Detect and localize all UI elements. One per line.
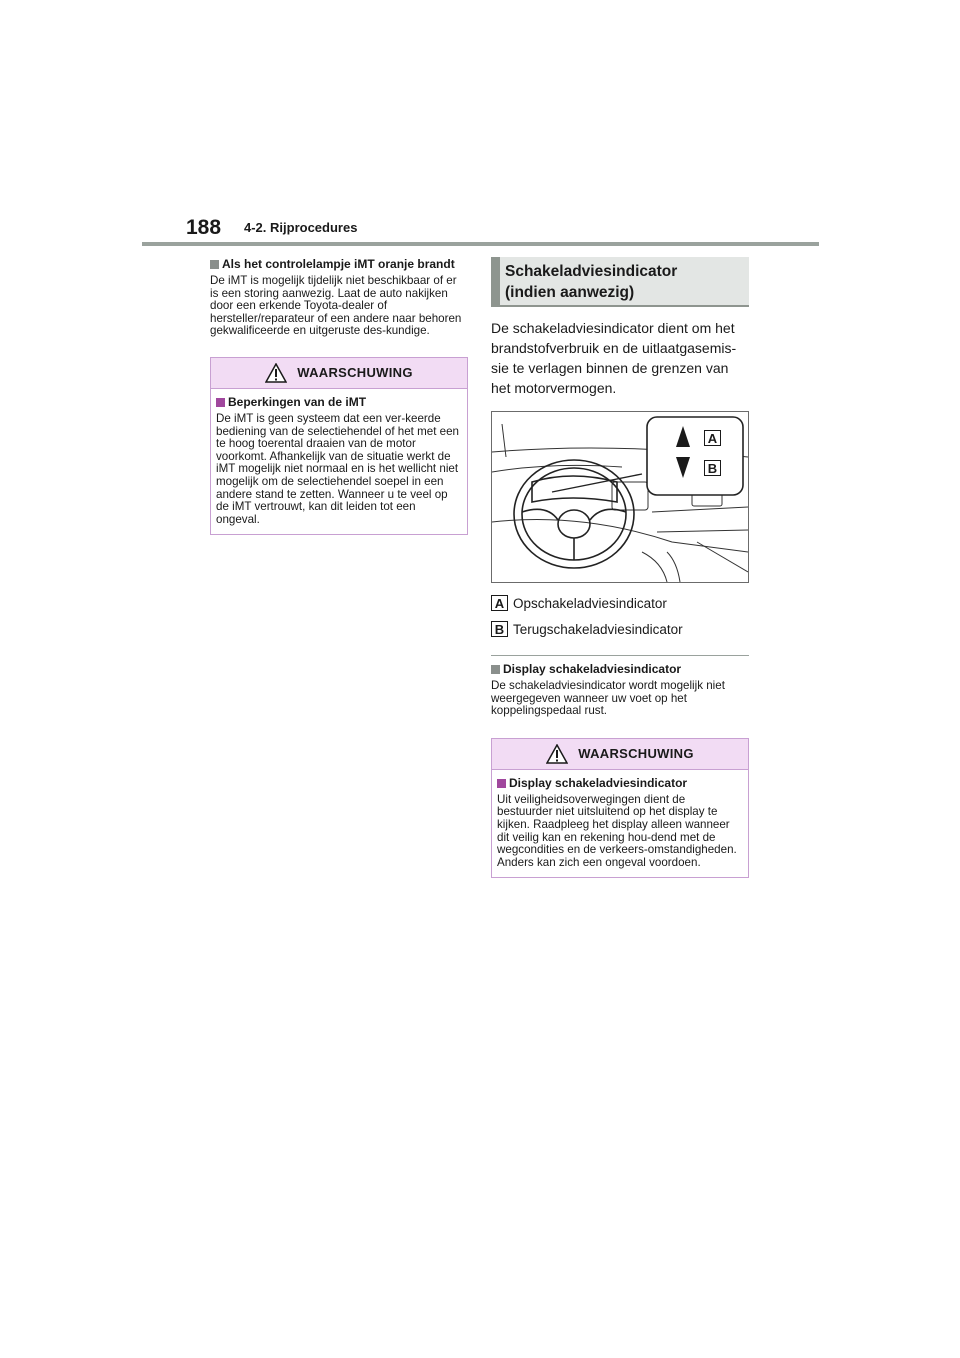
legend-letter: A [491, 595, 508, 611]
warning-box [210, 357, 468, 535]
warning-text: Uit veiligheidsoverwegingen dient de bestuurder niet uitsluitend op het display te kijken. Raadpleeg het display alleen wanneer dit veilig kan en rekening hou-dend met de wegcondities en de verkeers-omstandigheden. Anders kan zich een ongeval voordoen. [497, 792, 737, 869]
section-heading-box [491, 257, 749, 307]
warning-header [492, 739, 748, 770]
body-text: De schakeladviesindicator wordt mogelijk niet weergegeven wanneer uw voet op het koppelingspedaal rust. [491, 679, 725, 718]
square-bullet-icon [491, 665, 500, 674]
warning-header [211, 358, 467, 389]
legend-label: Terugschakeladviesindicator [513, 621, 683, 637]
warning-subhead [216, 395, 462, 410]
intro-text: De schakeladviesindicator dient om het brandstofverbruik en de uitlaatgasemis-sie te verlagen binnen de grenzen van het motorvermogen. [491, 320, 737, 396]
warning-title: WAARSCHUWING [578, 746, 694, 762]
warning-subhead-text: Display schakeladviesindicator [509, 775, 688, 790]
square-bullet-icon [210, 260, 219, 269]
section-path: 4-2. Rijprocedures [244, 220, 358, 235]
warning-triangle-icon [265, 363, 287, 383]
callout-a: A [704, 430, 721, 446]
body-text: De iMT is mogelijk tijdelijk niet beschikbaar of er is een storing aanwezig. Laat de auto nakijken door een erkende Toyota-dealer of hersteller/reparateur of een andere naar behoren gekwalificeerde en uitgeruste des-kundige. [210, 274, 462, 338]
subhead-display [491, 662, 749, 677]
section-title-line1: Schakeladviesindicator [505, 263, 678, 280]
legend-item [491, 616, 749, 642]
header-rule [142, 242, 819, 246]
figure-legend [491, 590, 749, 642]
square-bullet-icon [216, 398, 225, 407]
callout-b: B [704, 460, 721, 476]
warning-subhead [497, 776, 743, 791]
warning-triangle-icon [546, 744, 568, 764]
legend-item [491, 590, 749, 616]
divider [491, 655, 749, 656]
right-column [491, 257, 749, 878]
subhead-imt-orange [210, 257, 468, 272]
warning-box [491, 738, 749, 879]
warning-body [492, 770, 748, 878]
warning-title: WAARSCHUWING [297, 365, 413, 381]
subhead-text: Display schakeladviesindicator [503, 662, 682, 676]
dashboard-illustration [491, 411, 749, 583]
warning-subhead-text: Beperkingen van de iMT [228, 394, 367, 409]
section-title-line2: (indien aanwezig) [505, 284, 635, 301]
warning-body [211, 389, 467, 534]
legend-letter: B [491, 621, 508, 637]
warning-text: De iMT is geen systeem dat een ver-keerde bediening van de selectiehendel of het met een te hoog toerental draaien van de motor voorkomt. Afhankelijk van de situatie werkt de iMT mogelijk niet normaal en is het wellicht niet mogelijk om de selectiehendel soepel in een andere stand te zetten. Wanneer u te veel op de iMT vertrouwt, kan dit leiden tot een ongeval. [216, 411, 460, 526]
square-bullet-icon [497, 779, 506, 788]
page-number: 188 [186, 216, 222, 239]
left-column [210, 257, 468, 535]
subhead-text: Als het controlelampje iMT oranje brandt [222, 257, 455, 271]
legend-label: Opschakeladviesindicator [513, 595, 667, 611]
